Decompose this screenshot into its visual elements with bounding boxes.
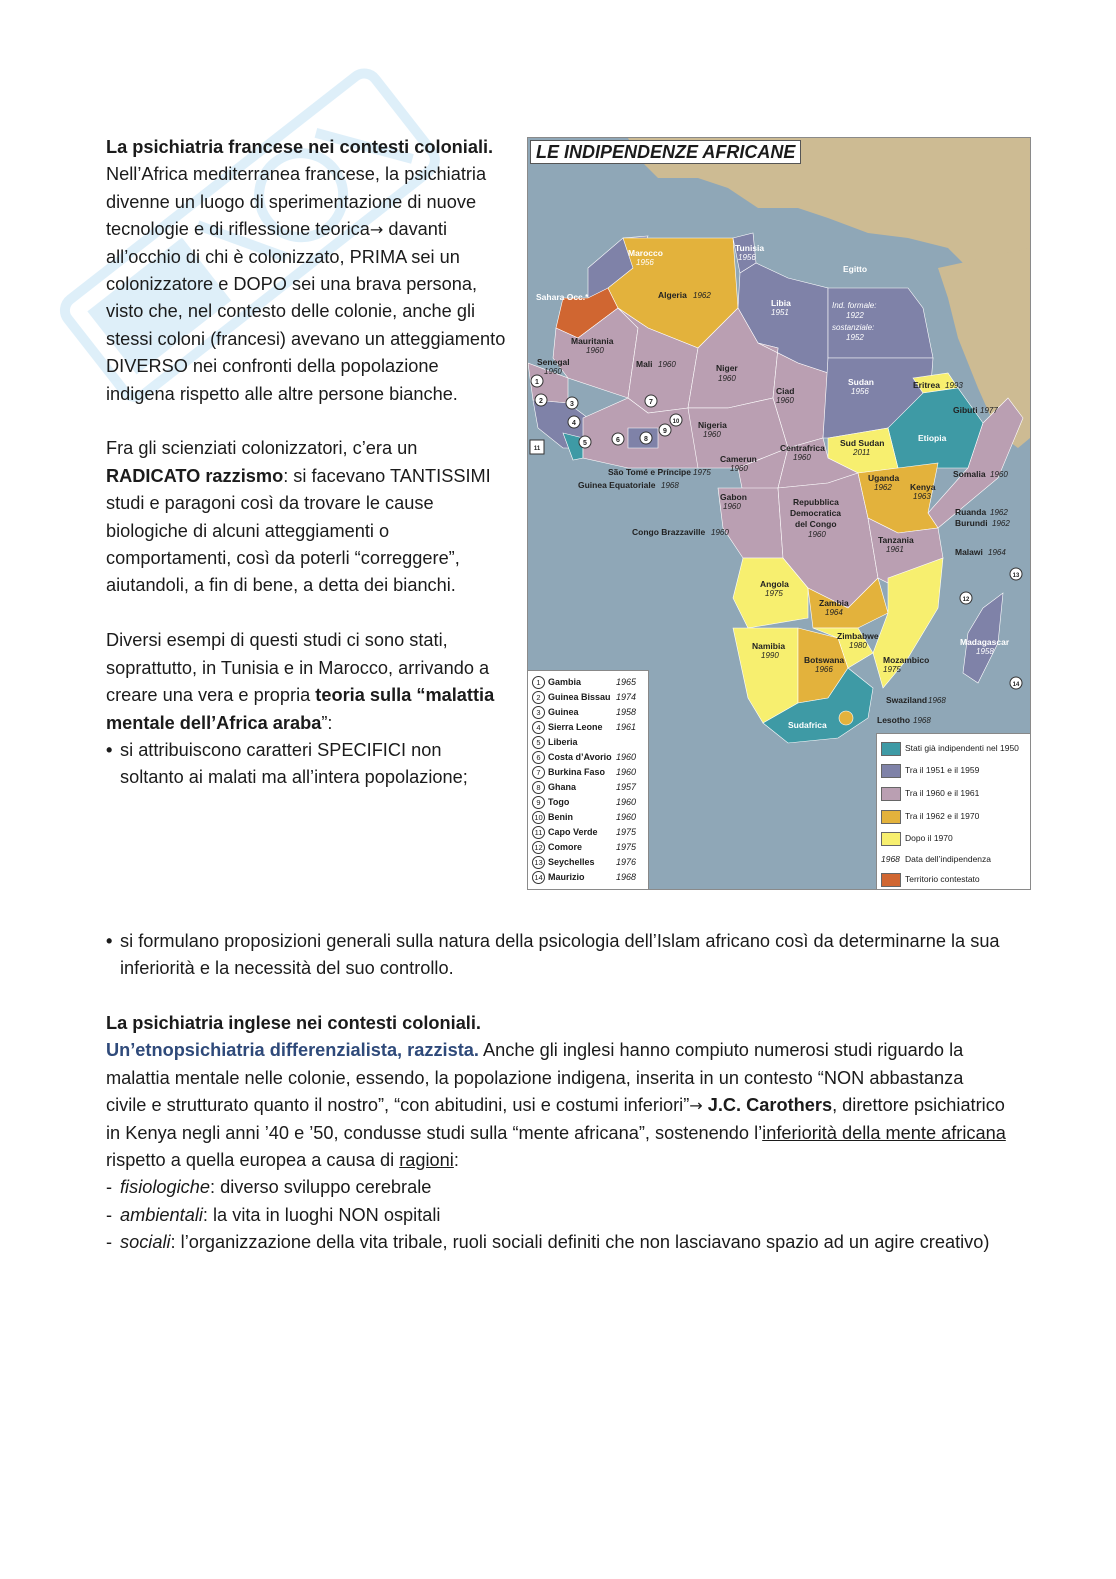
legend-row xyxy=(532,870,644,885)
svg-text:1960: 1960 xyxy=(730,464,748,473)
number-badge: 9 xyxy=(532,796,545,809)
svg-text:1960: 1960 xyxy=(776,396,794,405)
country-year: 1975 xyxy=(616,842,637,852)
svg-text:1960: 1960 xyxy=(711,528,729,537)
italic-term: sociali xyxy=(120,1232,171,1253)
svg-text:9: 9 xyxy=(663,428,667,435)
paragraph-racism xyxy=(106,435,510,599)
text-run: , direttore psichiatrico in Kenya negli anni ’40 e ’50, condusse studi sulla “mente africana”, sostenendo l’ xyxy=(106,1095,1005,1143)
legend-row xyxy=(881,830,1029,848)
italic-term: ambientali xyxy=(120,1204,203,1225)
svg-text:1975: 1975 xyxy=(883,665,901,674)
swatch xyxy=(881,764,901,778)
country-name: Guinea xyxy=(548,707,579,717)
svg-text:Swaziland: Swaziland xyxy=(886,695,928,705)
reasons-list xyxy=(106,1174,1006,1256)
legend-label: Data dell’indipendenza xyxy=(905,854,992,864)
text-run: : la vita in luoghi NON ospitali xyxy=(202,1204,441,1225)
swatch xyxy=(881,787,901,801)
text-run: : l’organizzazione della vita tribale, ruoli sociali definiti che non lasciavano spazio ad un agire creativo) xyxy=(170,1232,990,1253)
underlined-text: ragioni xyxy=(399,1150,454,1171)
svg-text:sostanziale:: sostanziale: xyxy=(832,323,875,332)
svg-text:13: 13 xyxy=(1012,573,1020,579)
svg-text:1964: 1964 xyxy=(825,608,843,617)
underlined-text: inferiorità della mente africana xyxy=(762,1122,1006,1143)
country-year: 1960 xyxy=(616,767,637,777)
svg-text:Mozambico: Mozambico xyxy=(883,655,930,665)
svg-text:1960: 1960 xyxy=(586,346,604,355)
swatch xyxy=(881,742,901,756)
legend-row xyxy=(532,840,644,855)
svg-text:1952: 1952 xyxy=(846,333,864,342)
svg-text:1968: 1968 xyxy=(661,481,679,490)
country-year: 1965 xyxy=(616,677,637,687)
list-item: • si formulano proposizioni generali sulla natura della psicologia dell’Islam africano così da determinarne la sua inferiorità e la necessità del suo controllo. xyxy=(106,928,1006,983)
bullet-list-second xyxy=(106,928,1006,983)
country-name: Liberia xyxy=(548,737,578,747)
svg-text:Sudafrica: Sudafrica xyxy=(788,720,827,730)
number-badge: 2 xyxy=(532,691,545,704)
map-numbered-legend xyxy=(528,670,649,889)
svg-text:Burundi: Burundi xyxy=(955,518,988,528)
svg-text:Tunisia: Tunisia xyxy=(735,243,765,253)
svg-text:del Congo: del Congo xyxy=(795,519,837,529)
svg-text:Namibia: Namibia xyxy=(752,641,786,651)
svg-text:1990: 1990 xyxy=(761,651,779,660)
svg-text:5: 5 xyxy=(583,440,587,447)
svg-text:1960: 1960 xyxy=(793,453,811,462)
svg-text:1975: 1975 xyxy=(693,468,711,477)
legend-row xyxy=(881,762,1029,780)
legend-row xyxy=(532,780,644,795)
svg-text:Senegal: Senegal xyxy=(537,357,570,367)
svg-text:11: 11 xyxy=(533,446,541,452)
svg-text:Sahara Occ.*: Sahara Occ.* xyxy=(536,292,589,302)
country-name: Capo Verde xyxy=(548,827,598,837)
number-badge: 8 xyxy=(532,781,545,794)
svg-text:Lesotho: Lesotho xyxy=(877,715,911,725)
legend-row xyxy=(532,690,644,705)
svg-text:1968: 1968 xyxy=(913,716,931,725)
legend-row xyxy=(532,750,644,765)
svg-text:1960: 1960 xyxy=(808,530,826,539)
svg-text:Madagascar: Madagascar xyxy=(960,637,1010,647)
svg-text:1993: 1993 xyxy=(945,381,963,390)
legend-row xyxy=(881,740,1029,758)
map-title: LE INDIPENDENZE AFRICANE xyxy=(530,140,801,164)
legend-row xyxy=(532,675,644,690)
country-year: 1960 xyxy=(616,812,637,822)
svg-text:Gabon: Gabon xyxy=(720,492,747,502)
legend-row xyxy=(532,855,644,870)
svg-text:Niger: Niger xyxy=(716,363,738,373)
country-name: Comore xyxy=(548,842,583,852)
text-run: Nell’Africa mediterranea francese, la psichiatria divenne un luogo di sperimentazione di nuove tecnologie e di riflessione teorica xyxy=(106,164,487,240)
svg-text:Malawi: Malawi xyxy=(955,547,983,557)
africa-independence-map xyxy=(527,137,1031,890)
svg-text:Botswana: Botswana xyxy=(804,655,845,665)
legend-label: Tra il 1951 e il 1959 xyxy=(905,765,980,775)
legend-row xyxy=(881,851,1029,869)
svg-text:2011: 2011 xyxy=(853,448,871,457)
legend-label: Stati già indipendenti nel 1950 xyxy=(905,743,1019,753)
text-run: : xyxy=(453,1150,459,1171)
legend-label: Dopo il 1970 xyxy=(905,833,953,843)
svg-text:1977: 1977 xyxy=(980,406,998,415)
country-name: Burkina Faso xyxy=(548,767,606,777)
arrow-icon: → xyxy=(689,1096,703,1116)
text-run: : diverso sviluppo cerebrale xyxy=(209,1177,432,1198)
svg-text:12: 12 xyxy=(962,597,970,603)
number-badge: 13 xyxy=(532,856,545,869)
legend-label: Tra il 1960 e il 1961 xyxy=(905,788,980,798)
svg-text:Repubblica: Repubblica xyxy=(793,497,839,507)
text-run: ”: xyxy=(321,712,333,733)
number-badge: 6 xyxy=(532,751,545,764)
svg-text:14: 14 xyxy=(1012,682,1020,688)
svg-text:1958: 1958 xyxy=(976,647,994,656)
number-badge: 10 xyxy=(532,811,545,824)
country-name: Costa d’Avorio xyxy=(548,752,612,762)
svg-text:7: 7 xyxy=(649,399,653,406)
country-lesotho xyxy=(839,711,853,725)
swatch xyxy=(881,810,901,824)
text-run: Fra gli scienziati colonizzatori, c’era un xyxy=(106,438,418,459)
svg-text:1966: 1966 xyxy=(815,665,833,674)
svg-text:1963: 1963 xyxy=(913,492,931,501)
country-year: 1975 xyxy=(616,827,637,837)
svg-text:1964: 1964 xyxy=(988,548,1006,557)
legend-row xyxy=(532,765,644,780)
list-item xyxy=(106,1174,1006,1201)
country-name: Maurizio xyxy=(548,872,585,882)
text-run: davanti all’occhio di chi è colonizzato, PRIMA sei un colonizzatore e DOPO sei una brava persona, visto che, nel contesto delle colonie, anche gli stessi coloni (francesi) avevano un atteggiamento DIVERSO nei confronti della popolazione indigena rispetto alle altre persone bianche. xyxy=(106,219,506,404)
svg-text:1962: 1962 xyxy=(693,291,711,300)
swatch xyxy=(881,832,901,846)
paragraph-english xyxy=(106,1037,1006,1174)
svg-text:Somalia: Somalia xyxy=(953,469,986,479)
svg-text:Democratica: Democratica xyxy=(790,508,842,518)
svg-text:1962: 1962 xyxy=(990,508,1008,517)
svg-text:Tanzania: Tanzania xyxy=(878,535,914,545)
text-run: rispetto a quella europea a causa di xyxy=(106,1150,400,1171)
bold-text: teoria sulla “malattia mentale dell’Africa araba xyxy=(106,685,495,733)
legend-label: Tra il 1962 e il 1970 xyxy=(905,811,980,821)
italic-term: fisiologiche xyxy=(120,1177,210,1198)
country-year: 1976 xyxy=(616,857,637,867)
svg-text:Ruanda: Ruanda xyxy=(955,507,987,517)
svg-text:1962: 1962 xyxy=(992,519,1010,528)
number-badge: 4 xyxy=(532,721,545,734)
svg-text:1960: 1960 xyxy=(990,470,1008,479)
country-name: Seychelles xyxy=(548,857,595,867)
svg-text:1975: 1975 xyxy=(765,589,783,598)
list-item xyxy=(106,1229,1006,1256)
svg-text:3: 3 xyxy=(570,401,574,408)
country-name: Togo xyxy=(548,797,570,807)
number-badge: 3 xyxy=(532,706,545,719)
legend-row xyxy=(532,735,644,750)
legend-row xyxy=(881,871,1029,889)
svg-text:1951: 1951 xyxy=(771,308,789,317)
number-badge: 1 xyxy=(532,676,545,689)
svg-text:1956: 1956 xyxy=(636,258,654,267)
svg-text:Egitto: Egitto xyxy=(843,264,868,274)
bullet-list-first xyxy=(106,737,510,792)
number-badge: 12 xyxy=(532,841,545,854)
svg-text:1968: 1968 xyxy=(928,696,946,705)
svg-text:Zimbabwe: Zimbabwe xyxy=(837,631,879,641)
svg-text:Angola: Angola xyxy=(760,579,789,589)
section-title-english: La psichiatria inglese nei contesti coloniali. xyxy=(106,1013,481,1033)
svg-text:1956: 1956 xyxy=(738,253,756,262)
swatch xyxy=(881,873,901,887)
number-badge: 14 xyxy=(532,871,545,884)
svg-text:Ind. formale:: Ind. formale: xyxy=(832,301,877,310)
svg-text:Gibuti: Gibuti xyxy=(953,405,978,415)
number-badge: 7 xyxy=(532,766,545,779)
text-run: Anche gli inglesi hanno compiuto numerosi studi riguardo la malattia mentale nelle colonie, essendo, la popolazione indigena, inserita in un contesto “NON abbastanza civile e strutturato quanto il nostro”, “con abitudini, usi e costumi inferiori” xyxy=(106,1040,964,1116)
svg-text:Eritrea: Eritrea xyxy=(913,380,940,390)
list-item: • si attribuiscono caratteri SPECIFICI non soltanto ai malati ma all’intera popolazione; xyxy=(106,737,510,792)
number-badge: 11 xyxy=(532,826,545,839)
svg-text:8: 8 xyxy=(644,436,648,443)
country-name: Sierra Leone xyxy=(548,722,603,732)
country-year: 1974 xyxy=(616,692,637,702)
legend-row xyxy=(532,720,644,735)
svg-text:Sud Sudan: Sud Sudan xyxy=(840,438,885,448)
text-run: : si facevano TANTISSIMI studi e paragoni così da trovare le cause biologiche di alcuni atteggiamenti o comportamenti, così da poterli “correggere”, aiutandoli, a fin di bene, a detta dei bianchi. xyxy=(106,465,491,596)
country-year: 1958 xyxy=(616,707,637,717)
svg-text:4: 4 xyxy=(572,420,576,427)
svg-text:1956: 1956 xyxy=(851,387,869,396)
country-year: 1960 xyxy=(616,752,637,762)
svg-text:Uganda: Uganda xyxy=(868,473,900,483)
country-name: Gambia xyxy=(548,677,582,687)
legend-row xyxy=(532,825,644,840)
bold-text: RADICATO razzismo xyxy=(106,465,284,486)
section-english xyxy=(106,1010,1006,1257)
svg-text:2: 2 xyxy=(539,398,543,405)
svg-text:Etiopia: Etiopia xyxy=(918,433,947,443)
legend-label: Territorio contestato xyxy=(905,874,980,884)
svg-text:1962: 1962 xyxy=(874,483,892,492)
svg-text:1960: 1960 xyxy=(703,430,721,439)
svg-text:1960: 1960 xyxy=(658,360,676,369)
subtitle: Un’etnopsichiatria differenzialista, razzista. xyxy=(106,1040,479,1061)
legend-row xyxy=(532,705,644,720)
svg-text:Sudan: Sudan xyxy=(848,377,874,387)
svg-text:Centrafrica: Centrafrica xyxy=(780,443,825,453)
svg-text:Zambia: Zambia xyxy=(819,598,849,608)
svg-text:Ciad: Ciad xyxy=(776,386,795,396)
left-text-column xyxy=(106,134,510,792)
paragraph-french-intro xyxy=(106,161,510,408)
svg-text:1960: 1960 xyxy=(718,374,736,383)
svg-text:6: 6 xyxy=(616,437,620,444)
svg-text:1980: 1980 xyxy=(849,641,867,650)
full-width-text-top xyxy=(106,928,1006,983)
svg-text:Mali: Mali xyxy=(636,359,653,369)
svg-text:1960: 1960 xyxy=(723,502,741,511)
legend-row xyxy=(532,795,644,810)
svg-text:Nigeria: Nigeria xyxy=(698,420,727,430)
svg-text:Marocco: Marocco xyxy=(628,248,663,258)
legend-row xyxy=(881,808,1029,826)
paragraph-studies xyxy=(106,627,510,737)
svg-text:Libia: Libia xyxy=(771,298,791,308)
legend-row xyxy=(881,785,1029,803)
svg-text:Kenya: Kenya xyxy=(910,482,936,492)
svg-text:Algeria: Algeria xyxy=(658,290,687,300)
list-item xyxy=(106,1202,1006,1229)
svg-text:10: 10 xyxy=(672,419,680,425)
number-badge: 5 xyxy=(532,736,545,749)
svg-text:São Tomé e Príncipe: São Tomé e Príncipe xyxy=(608,467,691,477)
country-name: Benin xyxy=(548,812,574,822)
date-sample: 1968 xyxy=(881,854,900,864)
svg-text:1: 1 xyxy=(535,379,539,386)
country-year: 1957 xyxy=(616,782,637,792)
svg-text:1922: 1922 xyxy=(846,311,864,320)
country-name: Ghana xyxy=(548,782,577,792)
map-color-legend xyxy=(876,733,1031,890)
text-run: Diversi esempi di questi studi ci sono stati, soprattutto, in Tunisia e in Marocco, arrivando a creare una vera e propria xyxy=(106,630,490,706)
legend-row xyxy=(532,810,644,825)
country-year: 1968 xyxy=(616,872,637,882)
country-name: Guinea Bissau xyxy=(548,692,611,702)
svg-text:1960: 1960 xyxy=(544,367,562,376)
bold-text: J.C. Carothers xyxy=(702,1095,833,1116)
svg-text:1961: 1961 xyxy=(886,545,904,554)
svg-text:Guinea Equatoriale: Guinea Equatoriale xyxy=(578,480,656,490)
arrow-icon: → xyxy=(369,220,384,240)
country-year: 1960 xyxy=(616,797,637,807)
country-year: 1961 xyxy=(616,722,637,732)
section-title-french: La psichiatria francese nei contesti coloniali. xyxy=(106,137,494,157)
svg-text:Camerun: Camerun xyxy=(720,454,757,464)
svg-text:Congo Brazzaville: Congo Brazzaville xyxy=(632,527,706,537)
svg-text:Mauritania: Mauritania xyxy=(571,336,614,346)
